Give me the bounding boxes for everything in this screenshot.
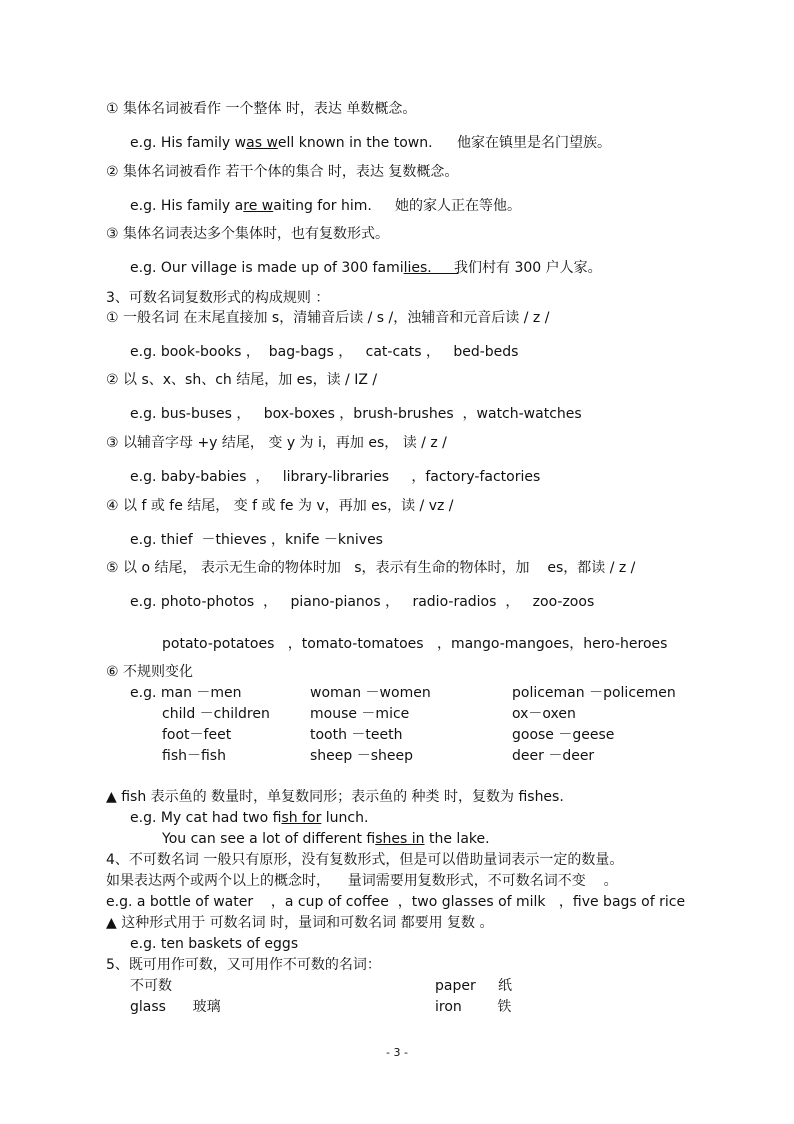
example-text: aiting for him. — [273, 198, 372, 214]
irregular-cell: policeman －policemen — [512, 685, 676, 701]
example-3 — [130, 259, 458, 277]
example-2 — [130, 197, 372, 215]
section-5-header-left: 不可数 — [130, 978, 172, 994]
irregular-cell: e.g. man －men — [130, 685, 242, 701]
plural-rule-2-example: e.g. bus-buses ， box-boxes ，brush-brushes ，watch-watches — [130, 406, 582, 422]
plural-rule-2: ② 以 s、x、sh、ch 结尾，加 es，读 / IZ / — [106, 372, 378, 388]
example-text: e.g. Our village is made up of 300 fami — [130, 260, 404, 276]
section-5-heading: 5、既可用作可数，又可用作不可数的名词： — [106, 957, 381, 973]
example-text: You can see a lot of different fi — [162, 831, 376, 847]
example-underline: sh for — [281, 810, 322, 826]
example-text: ell known in the town. — [277, 135, 433, 151]
note-fish: ▲ fish 表示鱼的 数量时，单复数同形；表示鱼的 种类 时，复数为 fishes. — [106, 789, 564, 805]
rule-2: ② 集体名词被看作 若干个体的集合 时，表达 复数概念。 — [106, 164, 459, 180]
section-4-line-2: 如果表达两个或两个以上的概念时， 量词需要用复数形式，不可数名词不变 。 — [106, 873, 618, 889]
example-underline: as w — [246, 135, 278, 151]
plural-rule-3-example: e.g. baby-babies ， library-libraries ，factory-factories — [130, 469, 541, 485]
irregular-cell: child －children — [162, 706, 270, 722]
section-4-heading: 4、不可数名词 一般只有原形，没有复数形式，但是可以借助量词表示一定的数量。 — [106, 852, 624, 868]
irregular-cell: mouse －mice — [310, 706, 410, 722]
irregular-cell: deer －deer — [512, 748, 595, 764]
irregular-cell: ox－oxen — [512, 706, 576, 722]
example-2-translation: 她的家人正在等他。 — [395, 198, 521, 214]
section-5-row-right: iron 铁 — [435, 999, 512, 1015]
plural-rule-6: ⑥ 不规则变化 — [106, 664, 194, 680]
section-5-row-left: glass 玻璃 — [130, 999, 221, 1015]
section-5-header-right: paper 纸 — [435, 978, 512, 994]
example-text: e.g. His family a — [130, 198, 244, 214]
plural-rule-5-example: e.g. photo-photos ， piano-pianos ， radio-radios ， zoo-zoos — [130, 594, 595, 610]
plural-rule-4: ④ 以 f 或 fe 结尾， 变 f 或 fe 为 v，再加 es，读 / vz / — [106, 498, 454, 514]
section-4-example: e.g. a bottle of water ，a cup of coffee ，two glasses of milk ，five bags of rice — [106, 894, 686, 910]
example-text: e.g. My cat had two fi — [130, 810, 282, 826]
example-text: lunch. — [321, 810, 369, 826]
plural-rule-1-example: e.g. book-books ， bag-bags ， cat-cats ， bed-beds — [130, 344, 519, 360]
page-number: - 3 - — [386, 1046, 408, 1059]
rule-1: ① 集体名词被看作 一个整体 时，表达 单数概念。 — [106, 101, 417, 117]
rule-3: ③ 集体名词表达多个集体时，也有复数形式。 — [106, 226, 389, 242]
plural-rule-4-example: e.g. thief －thieves ，knife －knives — [130, 532, 383, 548]
example-3-translation: 我们村有 300 户人家。 — [454, 260, 602, 276]
irregular-cell: fish－fish — [162, 748, 226, 764]
irregular-cell: foot－feet — [162, 727, 232, 743]
example-underline: shes in — [375, 831, 425, 847]
example-1 — [130, 134, 433, 152]
note-countable-example: e.g. ten baskets of eggs — [130, 936, 299, 952]
plural-rule-5: ⑤ 以 o 结尾， 表示无生命的物体时加 s，表示有生命的物体时，加 es，都读 / z / — [106, 560, 636, 576]
example-1-translation: 他家在镇里是名门望族。 — [457, 135, 611, 151]
irregular-cell: woman －women — [310, 685, 431, 701]
irregular-cell: goose －geese — [512, 727, 615, 743]
note-fish-example-1 — [130, 809, 368, 827]
section-3-heading: 3、可数名词复数形式的构成规则 ： — [106, 290, 330, 306]
plural-rule-5-example-cont: potato-potatoes ，tomato-tomatoes ，mango-mangoes，hero-heroes — [162, 636, 668, 652]
example-underline: re w — [243, 198, 274, 214]
example-text: the lake. — [424, 831, 490, 847]
irregular-cell: tooth －teeth — [310, 727, 403, 743]
example-text: e.g. His family w — [130, 135, 247, 151]
plural-rule-3: ③ 以辅音字母 +y 结尾， 变 y 为 i，再加 es， 读 / z / — [106, 435, 447, 451]
note-countable: ▲ 这种形式用于 可数名词 时，量词和可数名词 都要用 复数 。 — [106, 915, 494, 931]
note-fish-example-2 — [162, 830, 490, 848]
example-underline: lies. — [403, 260, 459, 276]
irregular-cell: sheep －sheep — [310, 748, 414, 764]
plural-rule-1: ① 一般名词 在末尾直接加 s，清辅音后读 / s /，浊辅音和元音后读 / z / — [106, 310, 550, 326]
